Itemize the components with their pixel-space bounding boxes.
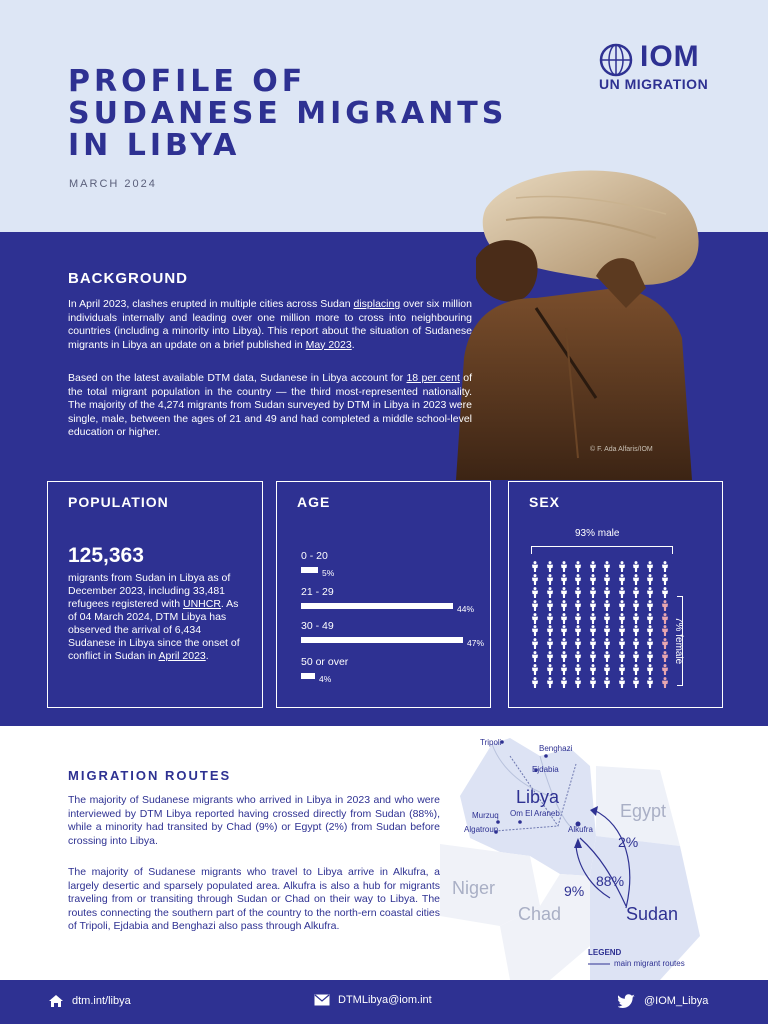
age-label: 50 or over: [301, 656, 349, 668]
age-pct-label: 4%: [319, 674, 332, 684]
female-person-icon: [658, 613, 672, 626]
country-libya: Libya: [516, 787, 560, 807]
website-text: dtm.int/libya: [72, 995, 131, 1007]
male-person-icon: [586, 651, 600, 664]
male-person-icon: [557, 574, 571, 587]
male-person-icon: [586, 625, 600, 638]
country-egypt: Egypt: [620, 801, 667, 821]
male-person-icon: [629, 613, 643, 626]
male-label: 93% male: [575, 528, 620, 539]
report-date: MARCH 2024: [69, 178, 157, 190]
male-person-icon: [586, 664, 600, 677]
city-benghazi: Benghazi: [539, 744, 573, 753]
city-alkufra: Alkufra: [568, 825, 593, 834]
text-span: Based on the latest available DTM data, Sudanese in Libya account for: [68, 372, 407, 384]
pct-egypt: 2%: [618, 834, 639, 850]
male-person-icon: [600, 664, 614, 677]
title-line: IN LIBYA: [68, 128, 241, 163]
male-person-icon: [528, 587, 542, 600]
18-per-cent-link[interactable]: 18 per cent: [406, 372, 460, 384]
male-person-icon: [614, 677, 628, 690]
home-icon: [48, 994, 64, 1008]
pct-chad: 9%: [564, 883, 585, 899]
legend-item: main migrant routes: [614, 959, 685, 968]
country-sudan: Sudan: [626, 904, 679, 924]
people-grid: [528, 561, 678, 690]
female-person-icon: [658, 664, 672, 677]
age-label: 30 - 49: [301, 620, 334, 632]
male-person-icon: [614, 651, 628, 664]
male-person-icon: [571, 625, 585, 638]
twitter-text: @IOM_Libya: [644, 995, 709, 1007]
male-person-icon: [557, 561, 571, 574]
male-person-icon: [614, 613, 628, 626]
male-person-icon: [629, 561, 643, 574]
text-span: over six million individuals internally and leading over one million more to cross into neighbouring countries (including a minority into Libya). This report about the situation of Sudanese migrants in Libya an update on a brief published in: [68, 298, 472, 351]
male-person-icon: [614, 587, 628, 600]
title-line: PROFILE OF: [68, 64, 307, 99]
male-person-icon: [658, 574, 672, 587]
age-bar: [301, 567, 318, 573]
male-person-icon: [658, 587, 672, 600]
male-person-icon: [542, 664, 556, 677]
male-person-icon: [571, 664, 585, 677]
male-person-icon: [614, 664, 628, 677]
male-person-icon: [557, 651, 571, 664]
population-heading: POPULATION: [68, 494, 169, 510]
male-person-icon: [643, 574, 657, 587]
routes-heading: MIGRATION ROUTES: [68, 768, 232, 783]
routes-paragraph-2: The majority of Sudanese migrants who travel to Libya arrive in Alkufra, a largely desertic and sparsely populated area. Alkufra is also a hub for migrants traveling from or transiting through Sudan or Chad on their way to Libya. The routes connecting the southern part of the country to the north-ern coastal cities of Tripoli, Ejdabia and Benghazi also pass through Alkufra.: [68, 866, 440, 932]
footer-email[interactable]: [314, 994, 432, 1006]
male-person-icon: [542, 600, 556, 613]
male-person-icon: [557, 600, 571, 613]
male-person-icon: [658, 561, 672, 574]
migration-map: [440, 726, 768, 980]
male-person-icon: [528, 651, 542, 664]
male-person-icon: [542, 625, 556, 638]
male-person-icon: [600, 574, 614, 587]
male-person-icon: [586, 613, 600, 626]
age-box: [276, 481, 491, 708]
migrant-photo: [446, 158, 708, 480]
text-span: of the total migrant population in the country — the third most-represented nationality. The majority of the 4,274 migrants from Sudan surveyed by DTM in Libya in 2023 were single, male, between the ages of 21 and 49 and had completed a middle school-level education or higher.: [68, 372, 472, 438]
male-person-icon: [557, 664, 571, 677]
male-person-icon: [571, 613, 585, 626]
female-person-icon: [658, 625, 672, 638]
male-person-icon: [629, 638, 643, 651]
age-pct-label: 47%: [467, 638, 485, 648]
photo-credit: © F. Ada Alfaris/IOM: [590, 446, 653, 453]
email-text: DTMLibya@iom.int: [338, 994, 432, 1006]
female-person-icon: [658, 677, 672, 690]
male-person-icon: [614, 638, 628, 651]
male-person-icon: [629, 587, 643, 600]
male-person-icon: [528, 625, 542, 638]
may-2023-link[interactable]: May 2023: [305, 338, 352, 351]
population-text: [68, 572, 248, 663]
pct-sudan: 88%: [596, 873, 625, 889]
sex-box: [508, 481, 723, 708]
age-pct-label: 44%: [457, 604, 475, 614]
text-span: migrants from Sudan in Libya as of December 2023, including 33,481 refugees registered with: [68, 572, 231, 610]
text-span: .: [351, 338, 355, 351]
male-person-icon: [600, 625, 614, 638]
age-label: 21 - 29: [301, 586, 334, 598]
male-person-icon: [629, 600, 643, 613]
male-person-icon: [571, 677, 585, 690]
country-niger: Niger: [452, 878, 496, 898]
country-chad: Chad: [518, 904, 562, 924]
male-person-icon: [614, 625, 628, 638]
male-person-icon: [600, 561, 614, 574]
male-person-icon: [571, 651, 585, 664]
age-bar: [301, 673, 315, 679]
male-person-icon: [600, 587, 614, 600]
male-person-icon: [586, 587, 600, 600]
male-person-icon: [571, 574, 585, 587]
male-person-icon: [643, 561, 657, 574]
footer-website[interactable]: [48, 994, 131, 1008]
city-ejdabia: Ejdabia: [532, 765, 559, 774]
male-person-icon: [643, 651, 657, 664]
text-span: . As of 04 March 2024, DTM Libya has observed the arrival of 6,434 Sudanese in Libya since the onset of conflict in Sudan in: [68, 598, 240, 662]
female-label: 7% female: [673, 617, 684, 665]
male-person-icon: [600, 651, 614, 664]
female-person-icon: [658, 651, 672, 664]
email-icon: [314, 994, 330, 1006]
male-person-icon: [542, 587, 556, 600]
male-person-icon: [571, 638, 585, 651]
male-person-icon: [643, 600, 657, 613]
age-heading: AGE: [297, 494, 331, 510]
male-person-icon: [629, 651, 643, 664]
background-paragraph-2: [68, 372, 472, 440]
male-person-icon: [614, 574, 628, 587]
population-box: [47, 481, 263, 708]
male-person-icon: [643, 677, 657, 690]
age-bar: [301, 637, 463, 643]
male-person-icon: [614, 561, 628, 574]
page-title: [68, 66, 588, 162]
male-person-icon: [528, 561, 542, 574]
male-person-icon: [528, 664, 542, 677]
male-person-icon: [528, 613, 542, 626]
male-person-icon: [629, 664, 643, 677]
male-person-icon: [571, 561, 585, 574]
male-person-icon: [629, 574, 643, 587]
male-person-icon: [528, 638, 542, 651]
male-person-icon: [542, 677, 556, 690]
sex-heading: SEX: [529, 494, 561, 510]
male-person-icon: [557, 677, 571, 690]
logo-text: IOM: [640, 40, 700, 73]
male-person-icon: [528, 600, 542, 613]
male-person-icon: [586, 600, 600, 613]
male-person-icon: [600, 677, 614, 690]
male-person-icon: [542, 574, 556, 587]
male-person-icon: [586, 677, 600, 690]
male-person-icon: [528, 574, 542, 587]
male-person-icon: [542, 561, 556, 574]
male-person-icon: [600, 638, 614, 651]
male-person-icon: [571, 600, 585, 613]
routes-paragraph-1: The majority of Sudanese migrants who arrived in Libya in 2023 and who were interviewed by DTM Libya reported having crossed directly from Sudan (88%), while a minority had transited by Chad (9%) or Egypt (2%) from Sudan before crossing into Libya.: [68, 794, 440, 847]
city-om-el-araneb: Om El Araneb: [510, 809, 560, 818]
male-person-icon: [557, 613, 571, 626]
male-person-icon: [643, 664, 657, 677]
male-person-icon: [557, 587, 571, 600]
male-person-icon: [629, 625, 643, 638]
april-2023-link[interactable]: April 2023: [158, 650, 206, 662]
background-heading: BACKGROUND: [68, 270, 188, 287]
city-tripoli: Tripoli: [480, 738, 502, 747]
male-person-icon: [586, 638, 600, 651]
city-murzuq: Murzuq: [472, 811, 499, 820]
age-label: 0 - 20: [301, 550, 328, 562]
female-person-icon: [658, 600, 672, 613]
male-person-icon: [557, 638, 571, 651]
legend-title: LEGEND: [588, 948, 622, 957]
unhcr-link[interactable]: UNHCR: [182, 598, 221, 610]
male-person-icon: [586, 574, 600, 587]
male-person-icon: [643, 587, 657, 600]
male-person-icon: [614, 600, 628, 613]
footer-twitter[interactable]: [618, 994, 708, 1008]
male-person-icon: [643, 638, 657, 651]
footer: [0, 980, 768, 1024]
logo-subtitle: UN MIGRATION: [599, 76, 709, 92]
male-person-icon: [643, 625, 657, 638]
city-algatroun: Algatroun: [464, 825, 499, 834]
twitter-icon: [618, 994, 636, 1008]
age-pct-label: 5%: [322, 568, 335, 578]
female-person-icon: [658, 638, 672, 651]
text-span: .: [205, 650, 209, 662]
male-person-icon: [528, 677, 542, 690]
male-person-icon: [557, 625, 571, 638]
male-person-icon: [586, 561, 600, 574]
male-person-icon: [600, 600, 614, 613]
male-person-icon: [542, 613, 556, 626]
background-paragraph-1: [68, 298, 472, 352]
male-person-icon: [542, 651, 556, 664]
displacing-link[interactable]: displacing: [353, 298, 401, 310]
male-person-icon: [629, 677, 643, 690]
male-bracket: [531, 546, 673, 554]
male-person-icon: [643, 613, 657, 626]
male-person-icon: [571, 587, 585, 600]
age-bar: [301, 603, 453, 609]
text-span: In April 2023, clashes erupted in multiple cities across Sudan: [68, 298, 354, 310]
male-person-icon: [542, 638, 556, 651]
male-person-icon: [600, 613, 614, 626]
population-number: 125,363: [68, 544, 144, 567]
title-line: SUDANESE MIGRANTS: [68, 96, 508, 131]
